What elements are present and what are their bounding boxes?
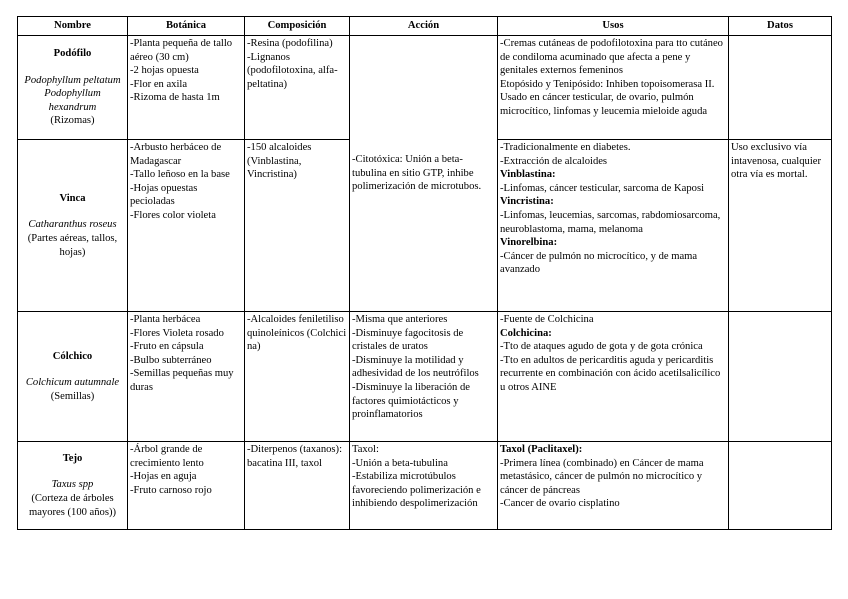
drug-heading: Colchicina: [500, 327, 552, 339]
list-item: -Lignanos (podofilotoxina, alfa-peltatina) [247, 51, 338, 90]
list-item: -Flor en axila [130, 78, 188, 90]
name-cell [18, 36, 128, 140]
header-composicion: Composición [245, 17, 350, 36]
list-item: -Resina (podofilina) [247, 38, 333, 49]
list-item: -Flores color violeta [130, 209, 216, 221]
usos-cell [498, 140, 729, 312]
datos-cell [729, 36, 832, 140]
datos-cell: Uso exclusivo vía intavenosa, cualquier otra vía es mortal. [729, 140, 832, 312]
header-row [18, 17, 832, 36]
datos-cell [729, 442, 832, 530]
accion-cell-shared [350, 36, 498, 312]
list-item: -Alcaloides feniletilisoquinoleínicos (Colchicina) [247, 314, 347, 353]
list-item: -2 hojas opuesta [130, 65, 199, 77]
drug-heading: Vinblastina: [500, 169, 556, 181]
drug-heading: Vincristina: [500, 196, 554, 208]
plant-part: (Partes aéreas, tallos, hojas) [27, 233, 118, 258]
botanica-cell [128, 442, 245, 530]
botanica-cell [128, 312, 245, 442]
list-item: -Misma que anteriores [352, 314, 448, 325]
composicion-cell [245, 36, 350, 140]
list-item: -Fruto carnoso rojo [130, 484, 212, 496]
accion-cell [350, 442, 498, 530]
accion-cell [350, 312, 498, 442]
list-item: -Citotóxica: Unión a beta-tubulina en sitio GTP, inhibe polimerización de microtubos. [352, 154, 482, 193]
list-item: -Fuente de Colchicina [500, 314, 594, 325]
list-item: -Tradicionalmente en diabetes. [500, 142, 631, 153]
list-item: -Unión a beta-tubulina [352, 457, 448, 469]
scientific-name: Taxus spp [51, 479, 94, 491]
header-nombre: Nombre [18, 17, 128, 36]
plant-part: (Semillas) [50, 390, 95, 402]
usos-cell [498, 312, 729, 442]
drug-heading: Taxol (Paclitaxel): [500, 444, 583, 455]
list-item: -Disminuye la motilidad y adhesividad de los neutrófilos [352, 354, 479, 380]
list-item: -Planta pequeña de tallo aéreo (30 cm) [130, 38, 233, 63]
list-item: -Flores Violeta rosado [130, 327, 224, 339]
composicion-cell [245, 312, 350, 442]
list-item: Etopósido y Tenipósido: Inhiben topoisomerasa II. Usado en cáncer testicular, de ovario, pulmón microcítico, linfomas y leucemia mieloide aguda [500, 78, 715, 117]
list-item: -Disminuye la liberación de factores quimiotácticos y proinflamatorios [352, 381, 470, 421]
usos-cell [498, 442, 729, 530]
header-accion: Acción [350, 17, 498, 36]
list-item: -Arbusto herbáceo de Madagascar [130, 142, 222, 167]
list-item: -Cáncer de pulmón no microcítico, y de mama avanzado [500, 250, 698, 276]
plant-name: Tejo [62, 452, 83, 464]
plant-name: Podófilo [53, 48, 92, 60]
list-item: -Linfomas, leucemias, sarcomas, rabdomiosarcoma, neuroblastoma, mama, melanoma [500, 209, 721, 235]
list-item: -Rizoma de hasta 1m [130, 92, 220, 104]
datos-cell [729, 312, 832, 442]
composicion-cell [245, 442, 350, 530]
list-item: -Disminuye fagocitosis de cristales de uratos [352, 327, 464, 353]
list-item: -Estabiliza microtúbulos favoreciendo polimerización e inhibiendo despolimerización [352, 471, 481, 510]
list-item: -Hojas en aguja [130, 471, 197, 483]
botanica-cell [128, 140, 245, 312]
list-item: -Cancer de ovario cisplatino [500, 498, 620, 510]
scientific-name: Podophyllum hexandrum [44, 88, 101, 113]
table-row [18, 36, 832, 140]
plant-table [17, 16, 832, 530]
header-botanica: Botánica [128, 17, 245, 36]
list-item: -Tallo leñoso en la base [130, 169, 230, 181]
plant-name: Vinca [59, 192, 86, 204]
list-item: -Árbol grande de crecimiento lento [130, 444, 204, 469]
list-item: Taxol: [352, 444, 379, 455]
table-row [18, 312, 832, 442]
list-item: -Primera línea (combinado) en Cáncer de mama metastásico, cáncer de pulmón no microcítico y cáncer de páncreas [500, 457, 704, 496]
list-item: -Cremas cutáneas de podofilotoxina para tto cutáneo de condiloma acuminado que afecta a pene y genitales externos femeninos [500, 38, 723, 77]
composicion-cell [245, 140, 350, 312]
name-cell [18, 442, 128, 530]
plant-part: (Corteza de árboles mayores (100 años)) [28, 493, 117, 518]
list-item: -Extracción de alcaloides [500, 155, 608, 167]
name-cell [18, 312, 128, 442]
name-cell [18, 140, 128, 312]
list-item: -Planta herbácea [130, 314, 201, 325]
scientific-name: Colchicum autumnale [25, 377, 120, 389]
list-item: -Hojas opuestas pecioladas [130, 182, 198, 208]
list-item: -Linfomas, cáncer testicular, sarcoma de Kaposi [500, 182, 705, 194]
list-item: -Fruto en cápsula [130, 341, 204, 353]
header-usos: Usos [498, 17, 729, 36]
list-item: -Bulbo subterráneo [130, 354, 212, 366]
list-item: -Tto de ataques agudo de gota y de gota crónica [500, 341, 703, 353]
list-item: -Tto en adultos de pericarditis aguda y pericarditis recurrente en combinación con ácido acetilsalicílico u otros AINE [500, 354, 721, 393]
list-item: -Diterpenos (taxanos): bacatina III, taxol [247, 444, 343, 469]
drug-heading: Vinorelbina: [500, 237, 558, 249]
usos-cell [498, 36, 729, 140]
list-item: -150 alcaloides (Vinblastina, Vincristina) [247, 142, 312, 181]
header-datos: Datos [729, 17, 832, 36]
table-row [18, 442, 832, 530]
plant-name: Cólchico [52, 350, 93, 362]
botanica-cell [128, 36, 245, 140]
scientific-name: Podophyllum peltatum [24, 74, 121, 86]
list-item: -Semillas pequeñas muy duras [130, 368, 234, 393]
plant-part: (Rizomas) [50, 115, 95, 127]
scientific-name: Catharanthus roseus [28, 219, 117, 231]
